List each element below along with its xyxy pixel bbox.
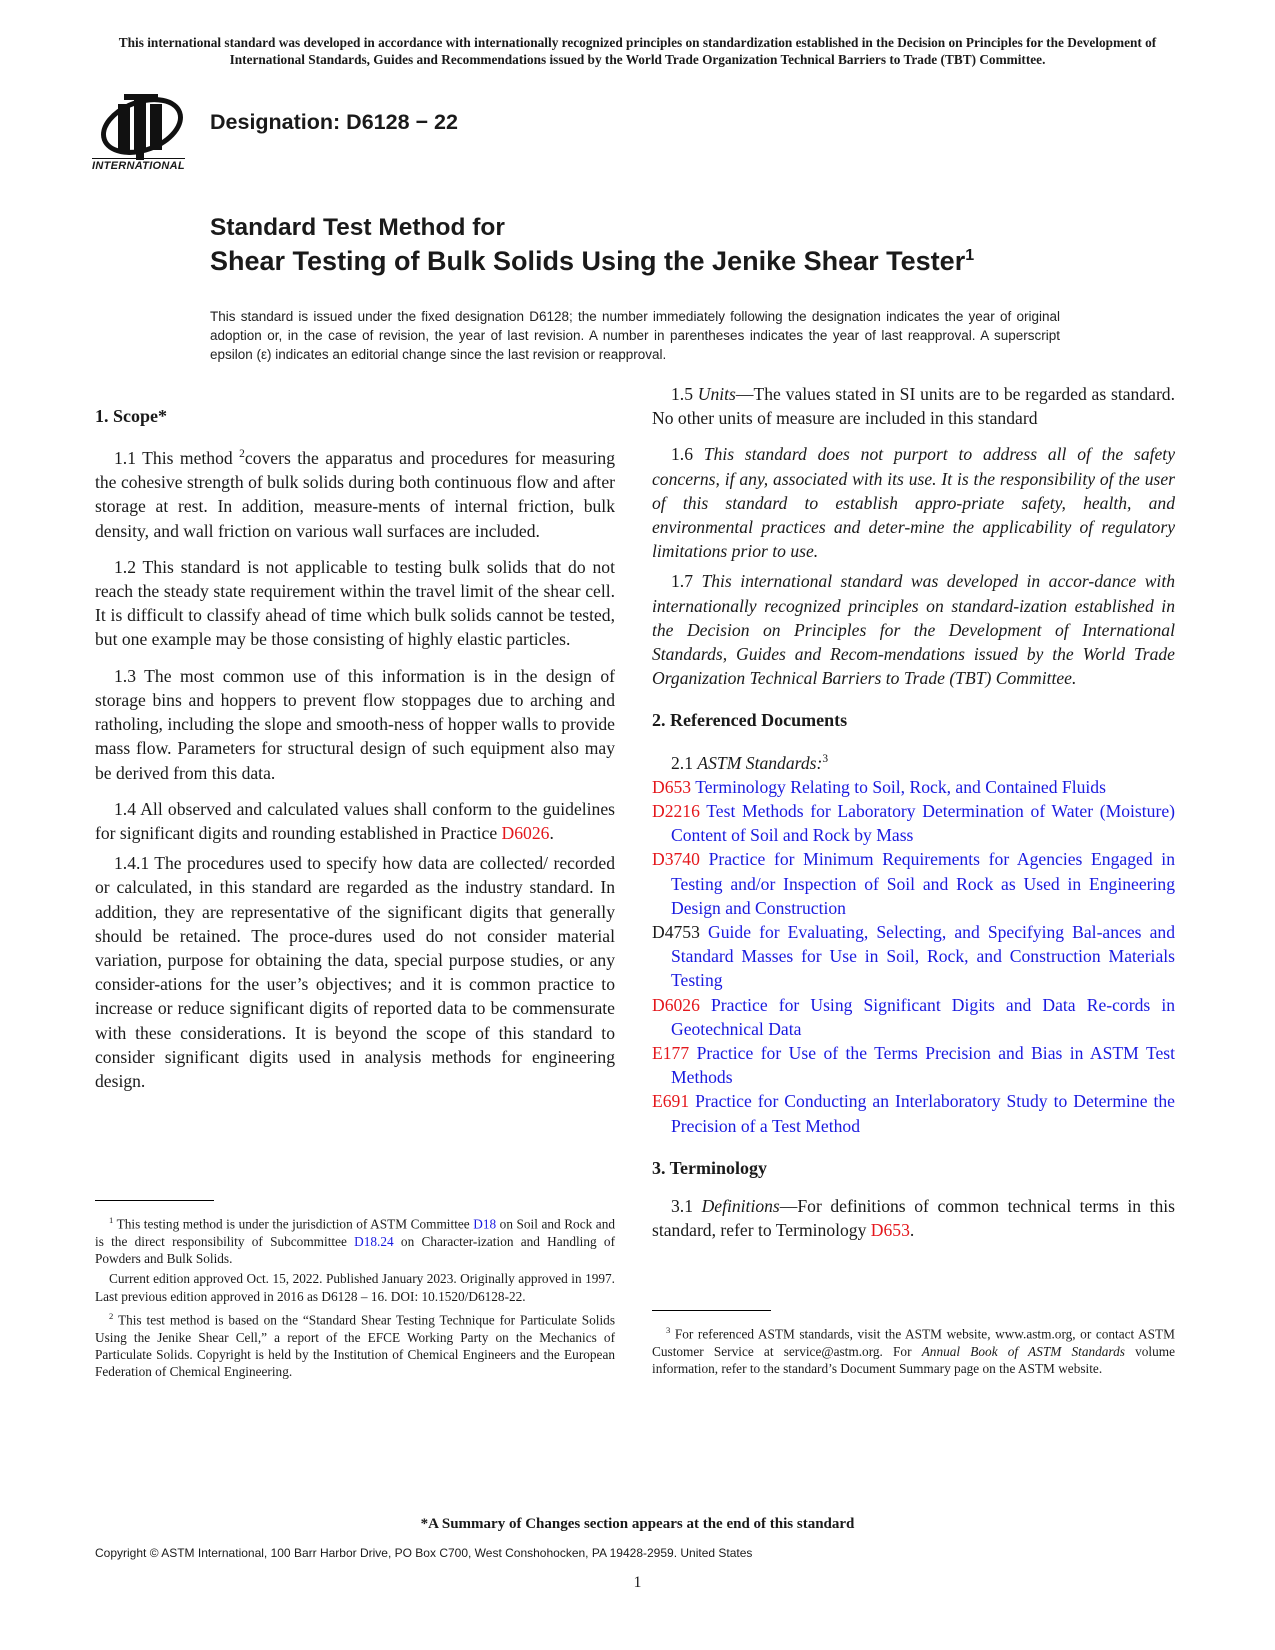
link-d6026[interactable]: D6026: [501, 822, 550, 843]
paragraph-1-2: 1.2 This standard is not applicable to testing bulk solids that do not reach the steady state requirement within the travel limit of the shear cell. It is difficult to classify ahead of time which bulk solids cannot be tested, but one example may be those consisting of highly elastic particles.: [95, 556, 615, 650]
issue-statement: This standard is issued under the fixed designation D6128; the number immediately following the designation indicates the year of original adoption or, in the case of revision, the year of last revision. A number in parentheses indicates the year of last reapproval. A superscript epsilon (ε) indicates an editorial change since the last revision or reapproval.: [210, 309, 1060, 362]
reference-item[interactable]: [652, 799, 1175, 847]
footnote-2: [95, 1308, 615, 1381]
reference-list: [652, 775, 1175, 1138]
ref-title[interactable]: Practice for Use of the Terms Precision and Bias in ASTM Test Methods: [671, 1042, 1176, 1088]
ref-title[interactable]: Test Methods for Laboratory Determination of Water (Moisture) Content of Soil and Rock by Mass: [671, 800, 1175, 846]
fn1-text-a: This testing method is under the jurisdiction of ASTM Committee: [113, 1216, 474, 1232]
paragraph-1-1: [95, 442, 615, 543]
logo-international-text: INTERNATIONAL: [92, 160, 185, 172]
ref-code[interactable]: D6026: [652, 994, 700, 1015]
summary-of-changes-note: *A Summary of Changes section appears at the end of this standard: [420, 1516, 855, 1532]
ref-title[interactable]: Practice for Conducting an Interlaboratory Study to Determine the Precision of a Test Method: [671, 1091, 1175, 1136]
fn2-text: This test method is based on the “Standard Shear Testing Technique for Particulate Solids Using the Jenike Shear Cell,” a report of the EFCE Working Party on the Mechanics of Particulate Solids. Copyright is held by the Institution of Chemical Engineers and the European Federation of Chemical Engineering.: [95, 1312, 615, 1380]
paragraph-1-6: [652, 442, 1175, 563]
paragraph-3-1: [652, 1194, 1175, 1242]
p1-6-num: 1.6: [671, 444, 704, 465]
p1-4-text-b: .: [549, 822, 554, 843]
p3-1-text: —For definitions of common technical terms in this standard, refer to Terminology: [652, 1195, 1176, 1241]
ref-code: D4753: [652, 921, 700, 942]
ref-title[interactable]: Terminology Relating to Soil, Rock, and Contained Fluids: [695, 776, 1106, 797]
p2-1-italic: ASTM Standards:: [697, 752, 823, 773]
footnote-ref-3[interactable]: 3: [822, 752, 829, 765]
paragraph-2-1: [652, 747, 1175, 775]
fn3-text-a: For referenced ASTM standards, visit the ASTM website, www.astm.org, or contact ASTM Customer Service at service@astm.org. For: [652, 1326, 1175, 1359]
left-column: [95, 404, 615, 1105]
reference-item[interactable]: [652, 920, 1175, 993]
ref-code[interactable]: D3740: [652, 849, 700, 870]
p1-5-text: —The values stated in SI units are to be regarded as standard. No other units of measure are included in this standard: [652, 384, 1175, 429]
footnotes-left: [95, 1212, 615, 1384]
paragraph-1-4-1: 1.4.1 The procedures used to specify how data are collected/ recorded or calculated, in this standard are regarded as the industry standard. In addition, they are representative of the significant digits that generally should be retained. The proce-dures used do not consider material variation, purpose for obtaining the data, special purpose studies, or any consider-ations for the user’s objectives; and it is common practice to increase or reduce significant digits of reported data to be commensurate with these considerations. It is beyond the scope of this standard to consider significant digits used in analysis methods for engineering design.: [95, 853, 615, 1091]
astm-logo: [92, 90, 202, 180]
p1-5-num: 1.5: [671, 384, 698, 404]
link-d18-24[interactable]: D18.24: [354, 1233, 394, 1249]
section-1-heading: 1. Scope*: [95, 406, 167, 426]
right-column: [652, 382, 1175, 1254]
ref-code[interactable]: E177: [652, 1042, 690, 1063]
ref-code[interactable]: E691: [652, 1091, 690, 1112]
footnote-rule-right: [652, 1310, 771, 1311]
p3-1-italic: Definitions: [701, 1195, 780, 1216]
section-3-heading: 3. Terminology: [652, 1157, 768, 1178]
p1-6-italic: This standard does not purport to address all of the safety concerns, if any, associated with its use. It is the responsibility of the user of this standard to establish appro-priate safety, health, and environmental practices and deter-mine the applicability of regulatory limitations prior to use.: [652, 444, 1176, 562]
footnote-rule-left: [95, 1200, 214, 1201]
p1-5-italic: Units: [697, 384, 736, 404]
p3-1-end: .: [909, 1220, 915, 1241]
p1-4-text-a: 1.4 All observed and calculated values shall conform to the guidelines for significant digits and rounding established in Practice: [95, 798, 615, 843]
reference-item[interactable]: [652, 1089, 1175, 1137]
wto-notice: This international standard was developed in accordance with internationally recognized principles on standardization established in the Decision on Principles for the Development of International Standards, Guides and Recommendations issued by the World Trade Organization Technical Barriers to Trade (TBT) Committee.: [118, 35, 1157, 67]
ref-title[interactable]: Practice for Minimum Requirements for Agencies Engaged in Testing and/or Inspection of Soil and Rock as Used in Engineering Design and Construction: [671, 849, 1175, 918]
title-footnote-mark: 1: [965, 247, 975, 264]
link-d653[interactable]: D653: [870, 1220, 910, 1241]
fn1-mark: 1: [109, 1215, 114, 1225]
p2-1-num: 2.1: [671, 752, 698, 773]
ref-title[interactable]: Practice for Using Significant Digits and Data Re-cords in Geotechnical Data: [671, 994, 1176, 1039]
p3-1-num: 3.1: [671, 1195, 702, 1216]
p1-7-num: 1.7: [671, 571, 702, 592]
fn1-text-c: on Character-ization and Handling of Powders and Bulk Solids.: [95, 1233, 615, 1267]
footnote-1-edition: Current edition approved Oct. 15, 2022. Published January 2023. Originally approved in 1997. Last previous edition approved in 2016 as D6128 – 16. DOI: 10.1520/D6128-22.: [95, 1271, 615, 1304]
paragraph-1-5: [652, 382, 1175, 430]
paragraph-1-4: [95, 797, 615, 845]
fn3-mark: 3: [666, 1325, 671, 1335]
fn3-text-b: volume information, refer to the standard’s Document Summary page on the ASTM website.: [652, 1343, 1175, 1377]
reference-item[interactable]: [652, 1041, 1175, 1089]
footnotes-right: [652, 1322, 1175, 1380]
reference-item[interactable]: [652, 775, 1175, 799]
paragraph-1-7: [652, 569, 1175, 690]
fn3-italic: Annual Book of ASTM Standards: [921, 1343, 1125, 1359]
p1-1-text-b: covers the apparatus and procedures for measuring the cohesive strength of bulk solids during both continuous flow and after storage at rest. In addition, measure-ments of internal friction, bulk density, and wall friction on various wall surfaces are included.: [95, 448, 615, 541]
ref-code[interactable]: D653: [652, 776, 692, 797]
footnote-ref-2[interactable]: 2: [239, 448, 245, 461]
footnote-3: [652, 1322, 1175, 1377]
copyright-line: Copyright © ASTM International, 100 Barr Harbor Drive, PO Box C700, West Conshohocken, PA 19428-2959. United States: [95, 1546, 753, 1560]
fn1-text-b: on Soil and Rock and is the direct responsibility of Subcommittee: [95, 1216, 615, 1249]
section-2-heading: 2. Referenced Documents: [652, 710, 848, 731]
reference-item[interactable]: [652, 993, 1175, 1041]
page-number: 1: [633, 1574, 642, 1591]
footnote-1: [95, 1212, 615, 1267]
title-text: Shear Testing of Bulk Solids Using the Jenike Shear Tester: [210, 246, 966, 276]
title-line-1: Standard Test Method for: [210, 214, 505, 241]
title-line-2: [210, 246, 974, 277]
p1-1-text-a: 1.1 This method: [114, 448, 240, 469]
fn2-mark: 2: [109, 1310, 114, 1321]
link-d18[interactable]: D18: [473, 1216, 497, 1232]
reference-item[interactable]: [652, 847, 1175, 920]
designation: Designation: D6128 − 22: [210, 110, 458, 134]
ref-code[interactable]: D2216: [652, 800, 700, 821]
ref-title[interactable]: Guide for Evaluating, Selecting, and Specifying Bal-ances and Standard Masses for Use in Soil, Rock, and Construction Materials Testing: [671, 921, 1175, 991]
paragraph-1-3: 1.3 The most common use of this information is in the design of storage bins and hoppers to prevent flow stoppages due to arching and ratholing, including the slope and smooth-ness of hopper walls to provide mass flow. Parameters for structural design of such equipment also may be derived from this data.: [95, 665, 615, 783]
p1-7-italic: This international standard was developed in accor-dance with internationally recognized principles on standard-ization established in the Decision on Principles for the Development of International Standards, Guides and Recom-mendations issued by the World Trade Organization Technical Barriers to Trade (TBT) Committee.: [652, 571, 1176, 689]
